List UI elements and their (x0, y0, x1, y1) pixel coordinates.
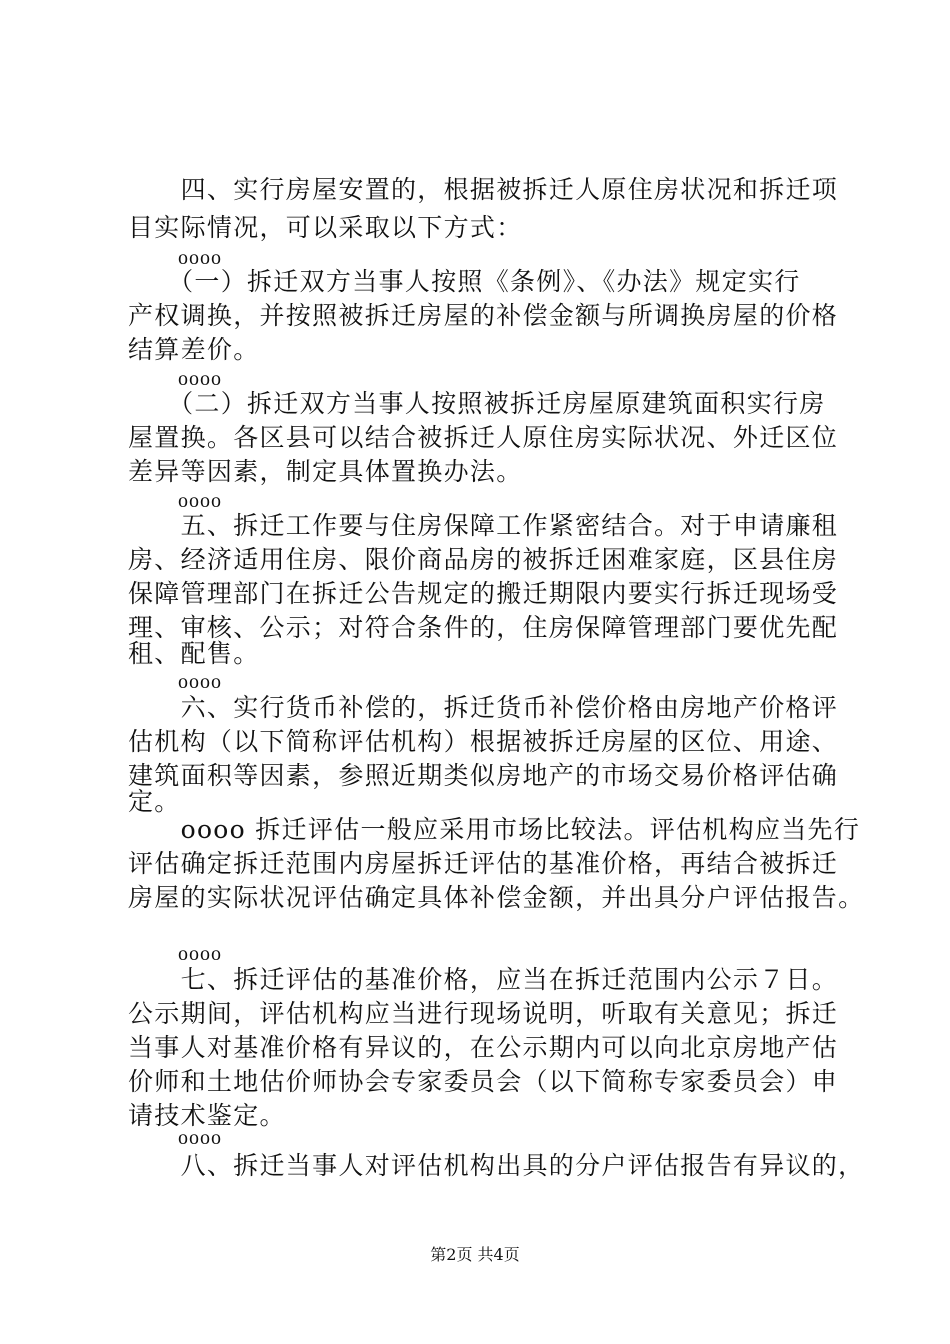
text-line: 五、拆迁工作要与住房保障工作紧密结合。对于申请廉租 (128, 511, 839, 540)
text-line: 公示期间，评估机构应当进行现场说明，听取有关意见；拆迁 (128, 999, 839, 1028)
text-line: 建筑面积等因素，参照近期类似房地产的市场交易价格评估确 (128, 761, 839, 790)
text-line: 八、拆迁当事人对评估机构出具的分户评估报告有异议的， (128, 1151, 865, 1180)
paragraph-marker: oooo (178, 368, 222, 390)
text-line: 屋置换。各区县可以结合被拆迁人原住房实际状况、外迁区位 (128, 423, 839, 452)
page-footer: 第2页 共4页 (430, 1245, 520, 1264)
text-line: 租、配售。 (128, 639, 260, 668)
text-line: 房屋的实际状况评估确定具体补偿金额，并出具分户评估报告。 (128, 883, 865, 912)
paragraph-marker: oooo (178, 943, 222, 965)
text-line: 差异等因素，制定具体置换办法。 (128, 457, 523, 486)
paragraph-marker: oooo (178, 671, 222, 693)
text-line: 目实际情况，可以采取以下方式： (128, 213, 523, 242)
text-line: 结算差价。 (128, 335, 260, 364)
text-line: 估机构（以下简称评估机构）根据被拆迁房屋的区位、用途、 (128, 727, 839, 756)
text-line: 价师和土地估价师协会专家委员会（以下简称专家委员会）申 (128, 1067, 839, 1096)
text-line: 当事人对基准价格有异议的，在公示期内可以向北京房地产估 (128, 1033, 839, 1062)
text-line: 请技术鉴定。 (128, 1101, 286, 1130)
paragraph-marker: oooo (178, 490, 222, 512)
text-line: 房、经济适用住房、限价商品房的被拆迁困难家庭，区县住房 (128, 545, 839, 574)
text-line: 六、实行货币补偿的，拆迁货币补偿价格由房地产价格评 (128, 693, 839, 722)
text-line: 定。 (128, 787, 181, 816)
text-line: （一）拆迁双方当事人按照《条例》、《办法》规定实行 (128, 267, 801, 296)
text-line: 评估确定拆迁范围内房屋拆迁评估的基准价格，再结合被拆迁 (128, 849, 839, 878)
text-line: 四、实行房屋安置的，根据被拆迁人原住房状况和拆迁项 (128, 175, 839, 204)
text-line: 保障管理部门在拆迁公告规定的搬迁期限内要实行拆迁现场受 (128, 579, 839, 608)
paragraph-marker: oooo (178, 247, 222, 269)
text-line: （二）拆迁双方当事人按照被拆迁房屋原建筑面积实行房 (128, 389, 826, 418)
text-line: 产权调换，并按照被拆迁房屋的补偿金额与所调换房屋的价格 (128, 301, 839, 330)
text-line: 理、审核、公示；对符合条件的，住房保障管理部门要优先配 (128, 613, 839, 642)
text-line: oooo 拆迁评估一般应采用市场比较法。评估机构应当先行 (128, 815, 861, 844)
text-line: 七、拆迁评估的基准价格，应当在拆迁范围内公示７日。 (128, 965, 839, 994)
paragraph-marker: oooo (178, 1127, 222, 1149)
